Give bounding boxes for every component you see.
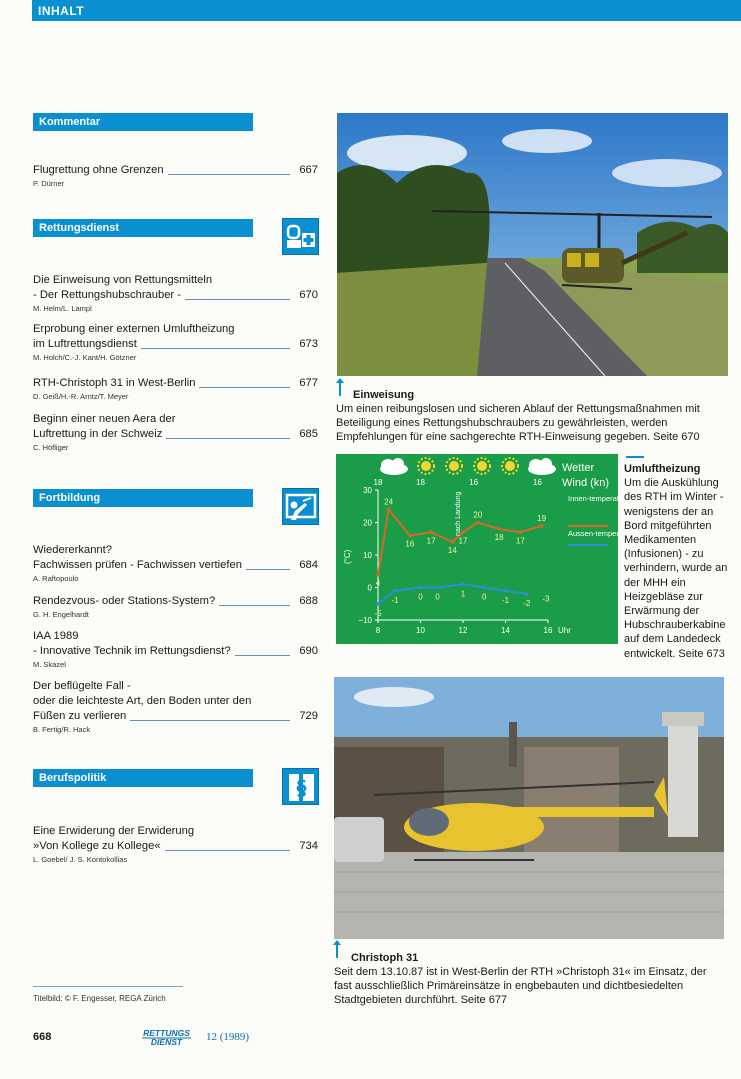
toc-entry[interactable]: Erprobung einer externen Umluftheizung im Luftrettungsdienst 673 M. Holch/C.-J. Kant/H. Götzner (33, 323, 318, 362)
caption-text-umluft: Um die Auskühlung des RTH im Winter - wenigstens der an Bord mitgeführten Medikamenten (Infusionen) - zu verhindern, wurde an der MHH ein Heizgebläse zur Erwärmung der Hubschrauberkabine auf dem Landedeck entwickelt. Seite 673 (624, 477, 728, 660)
data-point (376, 602, 380, 606)
y-tick-label: 30 (363, 486, 372, 495)
caption-title-umluft: Umluftheizung (624, 463, 701, 475)
x-tick-label: 10 (416, 626, 425, 635)
photo-christoph-31 (334, 677, 724, 939)
x-tick-label: 14 (501, 626, 510, 635)
data-point (376, 573, 380, 577)
caption-title-christoph: Christoph 31 (351, 952, 419, 964)
weather-icons (380, 458, 556, 475)
caption-text-christoph: Seit dem 13.10.87 ist in West-Berlin der RTH »Christoph 31« im Einsatz, der fast ausschließlich Primäreinsätze in engbebauten und dichtbesiedelten Stadtgebieten durchführt. Seite 677 (334, 966, 707, 1006)
authors: M. Helm/L. Lampl (33, 304, 92, 313)
data-point (525, 592, 529, 596)
page-number-footer: 668 (33, 1031, 52, 1043)
toc-entry[interactable]: Wiedererkannt? Fachwissen prüfen - Fachwissen vertiefen 684 A. Raftopoulo (33, 544, 318, 583)
wind-value: 16 (469, 478, 479, 487)
sun-icon (502, 458, 518, 474)
authors: G. H. Engelhardt (33, 610, 89, 619)
data-label: -2 (523, 599, 531, 608)
data-label: 0 (418, 592, 423, 602)
data-point (482, 586, 486, 590)
footnote-rule (33, 986, 183, 987)
x-unit-label: Uhr (558, 626, 571, 635)
data-point (497, 527, 501, 531)
cloud-icon (380, 458, 408, 475)
issue-number: 12 (1989) (206, 1031, 250, 1043)
data-label: 16 (405, 539, 415, 549)
chart-axes (358, 486, 571, 635)
photo-credit: Titelbild: © F. Engesser, REGA Zürich (33, 994, 166, 1003)
rettungsdienst-logo (140, 1028, 193, 1046)
data-label: 0 (482, 592, 487, 602)
paragraph-icon (282, 768, 319, 805)
toc-entry[interactable]: Eine Erwiderung der Erwiderung »Von Kollege zu Kollege« 734 L. Goebel/ J. S. Kontokollias (33, 825, 318, 864)
arrow-up-icon (336, 944, 338, 958)
sun-icon (418, 458, 434, 474)
page-number: 729 (299, 710, 318, 722)
temperature-chart (336, 454, 643, 644)
data-label: 18 (494, 533, 504, 542)
wind-value: 18 (416, 478, 425, 487)
education-icon (282, 488, 319, 525)
authors: M. Skazel (33, 660, 66, 669)
authors: L. Goebel/ J. S. Kontokollias (33, 855, 128, 864)
page-number: 685 (299, 428, 318, 440)
data-label: -5 (374, 608, 382, 618)
page-number: 673 (299, 338, 318, 350)
data-point (419, 586, 423, 590)
cloud-icon (528, 458, 556, 475)
page-number: 690 (299, 645, 318, 657)
ambulance-icon (282, 218, 319, 255)
page-title: INHALT (38, 4, 85, 18)
toc-entry[interactable]: Der beflügelte Fall - oder die leichteste Art, den Boden unter den Füßen zu verlieren 729 B. Fertig/R. Hack (33, 680, 318, 734)
chart-series (374, 498, 550, 618)
data-point (393, 589, 397, 593)
arrow-left-icon (626, 456, 644, 458)
arrow-up-icon (339, 382, 341, 396)
authors: B. Fertig/R. Hack (33, 725, 91, 734)
chart-title-line-1: Wetter (562, 462, 595, 474)
toc-entry[interactable]: Die Einweisung von Rettungsmitteln - Der Rettungshubschrauber - 670 M. Helm/L. Lampl (33, 274, 318, 313)
chart-title-line-2: Wind (kn) (562, 477, 610, 489)
y-tick-label: −10 (358, 616, 372, 625)
wind-value: 18 (373, 478, 383, 487)
photo-helicopter-road (337, 113, 728, 376)
caption-text-einweisung: Um einen reibungslosen und sicheren Ablauf der Rettungsmaßnahmen mit Beteiligung eines Rettungshubschraubers zu gewährleisten, werden Empfehlungen für eine sachgerechte RTH-Einweisung gegeben. Seite 670 (336, 403, 700, 443)
page-number: 677 (299, 377, 318, 389)
page-number: 684 (299, 559, 318, 571)
y-tick-label: 0 (367, 583, 372, 593)
section-header-rettungsdienst: Rettungsdienst (33, 219, 253, 237)
svg-text:DIENST: DIENST (150, 1037, 183, 1047)
data-label: 17 (515, 536, 525, 546)
data-point (408, 534, 412, 538)
header-bar (32, 0, 741, 21)
data-label: 0 (435, 592, 440, 602)
data-point (476, 521, 480, 525)
page-number: 688 (299, 595, 318, 607)
data-label: -1 (391, 595, 399, 605)
y-tick-label: 20 (363, 518, 372, 528)
section-header-fortbildung: Fortbildung (33, 489, 253, 507)
data-point (451, 540, 455, 544)
data-label: 19 (537, 513, 547, 523)
data-label: 1 (460, 589, 466, 599)
chart-ylabel: (°C) (343, 549, 352, 564)
x-tick-label: 8 (375, 626, 381, 635)
data-label: 17 (426, 536, 436, 546)
x-tick-label: 12 (458, 626, 468, 635)
toc-entry[interactable]: IAA 1989 - Innovative Technik im Rettungsdienst? 690 M. Skazel (33, 630, 318, 669)
data-point (436, 586, 440, 590)
data-label: 17 (458, 536, 468, 546)
toc-entry[interactable]: Beginn einer neuen Aera der Luftrettung in der Schweiz 685 C. Höfliger (33, 413, 318, 452)
data-point (387, 508, 391, 512)
authors: P. Dürner (33, 179, 65, 188)
toc-entry[interactable]: Rendezvous- oder Stations-System? 688 G. H. Engelhardt (33, 595, 318, 619)
x-tick-label: 16 (543, 626, 553, 635)
svg-text:§: § (296, 776, 307, 800)
authors: M. Holch/C.-J. Kant/H. Götzner (33, 353, 137, 362)
data-label: 24 (384, 497, 394, 507)
data-point (540, 524, 544, 528)
caption-title-einweisung: Einweisung (353, 389, 415, 401)
toc-entry[interactable]: RTH-Christoph 31 in West-Berlin 677 D. Geiß/H.-R. Arntz/T. Meyer (33, 377, 318, 401)
page-number: 670 (299, 289, 318, 301)
wind-values (374, 478, 543, 487)
section-header-kommentar: Kommentar (33, 113, 253, 131)
data-point (461, 582, 465, 586)
page-number: 667 (299, 164, 318, 176)
legend-outer-temp: Aussen-temperatur (568, 529, 632, 538)
legend-inner-temp: Innen-temperatur RTH (568, 494, 643, 503)
data-label: -3 (542, 594, 550, 604)
data-label: -1 (501, 595, 510, 605)
y-tick-label: 10 (363, 551, 372, 560)
wind-value: 16 (532, 478, 542, 487)
svg-text:RETTUNGS: RETTUNGS (143, 1028, 190, 1038)
authors: C. Höfliger (33, 443, 69, 452)
sun-icon (446, 458, 462, 474)
data-label: 14 (447, 546, 457, 555)
authors: A. Raftopoulo (33, 574, 79, 583)
data-label: 20 (473, 510, 483, 520)
data-point (429, 530, 433, 534)
authors: D. Geiß/H.-R. Arntz/T. Meyer (33, 392, 129, 401)
data-label: 4 (375, 578, 381, 588)
section-header-berufspolitik: Berufspolitik (33, 769, 253, 787)
toc-entry[interactable]: Flugrettung ohne Grenzen 667 P. Dürner (33, 164, 318, 188)
annotation-nach-landung: nach Landung (455, 491, 462, 536)
sun-icon (474, 458, 490, 474)
data-point (504, 589, 508, 593)
page-number: 734 (299, 840, 318, 852)
data-point (519, 530, 523, 534)
